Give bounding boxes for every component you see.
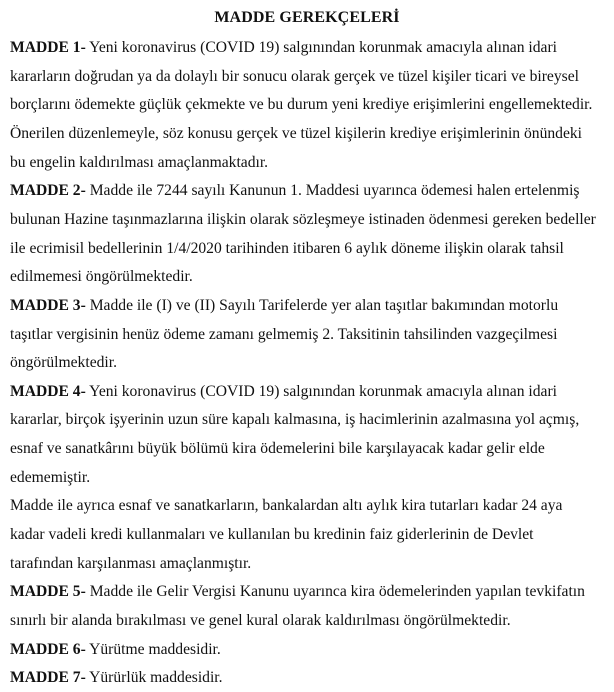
text-line [10,582,585,602]
line-text: bu engelin kaldırılması amaçlanmaktadır. [10,153,269,171]
line-text: Madde ile (I) ve (II) Sayılı Tarifelerde yer alan taşıtlar bakımından motorlu [85,296,559,314]
line-text: Madde ile ayrıca esnaf ve sanatkarların, bankalardan altı aylık kira tutarları kadar 24 aya [10,497,563,515]
line-text: tarafından karşılanması amaçlanmıştır. [10,554,252,572]
text-line [10,38,557,58]
line-text: öngörülmektedir. [10,354,117,372]
text-line [10,353,117,373]
text-line [10,640,221,660]
document-title: MADDE GEREKÇELERİ [214,9,400,26]
text-line [10,525,534,545]
line-text: Yürütme maddesidir. [85,640,221,658]
line-text: Madde ile 7244 sayılı Kanunun 1. Maddesi uyarınca ödemesi halen ertelenmiş [85,182,580,200]
line-text: ile ecrimisil bedellerinin 1/4/2020 tarihinden itibaren 6 aylık döneme ilişkin olarak tahsil [10,239,564,257]
line-text: kararların doğrudan ya da dolaylı bir sonucu olarak gerçek ve tüzel kişiler ticari ve bireysel [10,67,579,85]
text-line [10,554,251,574]
line-text: kadar vadeli kredi kullanmaları ve kullanılan bu kredinin faiz giderlerinin de Devlet [10,526,534,544]
text-line [10,296,558,316]
text-line [10,210,596,230]
article-label: MADDE 3- [10,296,86,314]
text-line [10,267,193,287]
text-line [10,95,592,115]
text-line [10,382,557,402]
line-text: Yürürlük maddesidir. [85,669,223,687]
article-label: MADDE 7- [10,669,86,687]
line-text: Yeni koronavirus (COVID 19) salgınından korunmak amacıyla alınan idari [85,39,557,56]
text-line [10,496,562,516]
text-line [10,153,268,173]
text-line [10,325,557,345]
line-text: bulunan Hazine taşınmazlarına ilişkin olarak sözleşmeye istinaden ödenmesi gereken bedeller [10,210,596,228]
line-text: edilmemesi öngörülmektedir. [10,268,193,286]
line-text: kararlar, birçok işyerinin uzun süre kapalı kalmasına, iş hacimlerinin azalmasına yol açmış, [10,411,580,429]
line-text: Önerilen düzenlemeyle, söz konusu gerçek ve tüzel kişilerin krediye erişimlerinin önündeki [10,124,583,142]
text-line [10,181,579,201]
article-label: MADDE 1- [10,39,86,56]
text-line [10,410,579,430]
text-line [10,239,564,259]
article-label: MADDE 2- [10,182,86,200]
article-label: MADDE 6- [10,640,86,658]
text-line [10,668,223,688]
line-text: sınırlı bir alanda bırakılması ve genel kural olarak kaldırılması öngörülmektedir. [10,612,511,629]
text-line [10,124,582,144]
line-text: Yeni koronavirus (COVID 19) salgınından korunmak amacıyla alınan idari [85,382,557,400]
text-line [10,67,579,87]
article-label: MADDE 4- [10,382,86,400]
line-text: taşıtlar vergisinin henüz ödeme zamanı gelmemiş 2. Taksitinin tahsilinden vazgeçilmesi [10,325,558,343]
line-text: esnaf ve sanatkârını büyük bölümü kira ödemelerini bile karşılayacak kadar gelir elde [10,440,545,458]
article-label: MADDE 5- [10,583,86,601]
line-text: Madde ile Gelir Vergisi Kanunu uyarınca kira ödemelerinden yapılan tevkifatın [85,583,585,601]
text-line [10,439,545,459]
text-line [10,611,511,631]
line-text: borçlarını ödemekte güçlük çekmekte ve bu durum yeni krediye erişimlerini engellemektedir. [10,96,593,114]
line-text: edememiştir. [10,468,91,486]
text-line [10,468,90,488]
